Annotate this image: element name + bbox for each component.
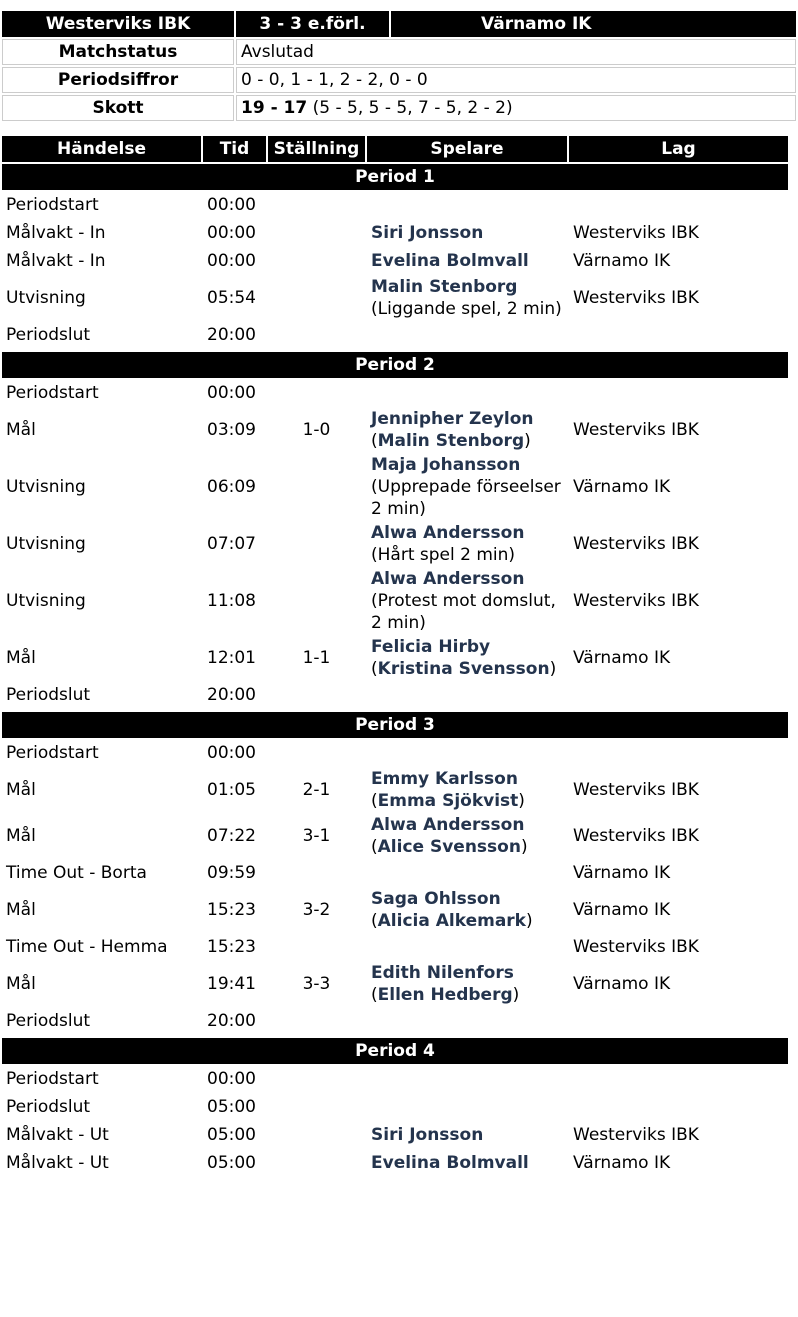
penalty-detail: (Hårt spel 2 min) — [371, 545, 516, 565]
shots-row — [2, 95, 796, 121]
event-type: Time Out - Borta — [6, 863, 147, 883]
event-time: 05:00 — [207, 1097, 256, 1117]
event-type: Periodslut — [6, 325, 91, 345]
event-row — [2, 408, 788, 452]
event-score — [268, 380, 365, 406]
event-row — [2, 1066, 788, 1092]
event-row — [2, 962, 788, 1006]
event-row — [2, 636, 788, 680]
event-time: 05:00 — [207, 1153, 256, 1173]
column-time: Tid — [203, 136, 266, 162]
event-type: Periodslut — [6, 685, 91, 705]
player-link[interactable]: Maja Johansson — [371, 455, 521, 475]
event-time: 01:05 — [207, 780, 256, 800]
period-scores-row — [2, 67, 796, 93]
event-team — [569, 740, 788, 766]
match-summary-table — [0, 9, 798, 123]
event-type: Målvakt - In — [6, 251, 106, 271]
event-type: Målvakt - Ut — [6, 1125, 109, 1145]
event-team — [569, 682, 788, 708]
event-score — [268, 276, 365, 320]
assist-player-link[interactable]: Malin Stenborg — [377, 431, 525, 451]
event-time: 20:00 — [207, 325, 256, 345]
event-row — [2, 322, 788, 348]
event-type: Periodslut — [6, 1011, 91, 1031]
event-player-cell — [367, 1094, 567, 1120]
event-time: 15:23 — [207, 937, 256, 957]
event-player-cell — [367, 248, 567, 274]
event-player-cell — [367, 682, 567, 708]
event-time: 11:08 — [207, 591, 256, 611]
event-type: Mål — [6, 420, 36, 440]
player-link[interactable]: Felicia Hirby — [371, 637, 491, 657]
event-team: Värnamo IK — [573, 1153, 671, 1173]
away-team-name: Värnamo IK — [391, 11, 796, 37]
event-type: Periodstart — [6, 743, 99, 763]
event-team: Värnamo IK — [573, 974, 671, 994]
event-row — [2, 740, 788, 766]
event-row — [2, 682, 788, 708]
event-score — [268, 192, 365, 218]
event-time: 00:00 — [207, 1069, 256, 1089]
event-time: 20:00 — [207, 1011, 256, 1031]
event-team: Westerviks IBK — [573, 288, 699, 308]
event-row — [2, 768, 788, 812]
player-link[interactable]: Alwa Andersson — [371, 569, 525, 589]
event-type: Periodstart — [6, 195, 99, 215]
match-status-row — [2, 39, 796, 65]
event-type: Mål — [6, 900, 36, 920]
event-player-cell: Edith Nilenfors (Ellen Hedberg) — [371, 963, 520, 1005]
shots-label: Skott — [2, 95, 234, 121]
event-row — [2, 860, 788, 886]
event-row — [2, 888, 788, 932]
period-header-row — [2, 352, 788, 378]
event-score — [268, 934, 365, 960]
event-type: Periodstart — [6, 1069, 99, 1089]
event-type: Time Out - Hemma — [6, 937, 168, 957]
event-score — [268, 1008, 365, 1034]
event-score — [268, 322, 365, 348]
event-team: Westerviks IBK — [573, 420, 699, 440]
event-type: Målvakt - Ut — [6, 1153, 109, 1173]
event-type: Mål — [6, 780, 36, 800]
event-player-cell — [367, 522, 567, 566]
event-row — [2, 568, 788, 634]
player-link[interactable]: Evelina Bolmvall — [371, 1153, 529, 1173]
event-player-cell: Emmy Karlsson (Emma Sjökvist) — [371, 769, 525, 811]
event-row — [2, 1122, 788, 1148]
period-scores-value: 0 - 0, 1 - 1, 2 - 2, 0 - 0 — [236, 67, 796, 93]
penalty-detail: (Protest mot domslut, 2 min) — [371, 591, 556, 633]
event-time: 03:09 — [207, 420, 256, 440]
event-team — [569, 1094, 788, 1120]
event-time: 15:23 — [207, 900, 256, 920]
penalty-detail: (Upprepade förseelser 2 min) — [371, 477, 561, 519]
event-score: 2-1 — [302, 780, 331, 800]
event-type: Periodstart — [6, 383, 99, 403]
player-link[interactable]: Evelina Bolmvall — [371, 251, 529, 271]
event-player-cell — [367, 380, 567, 406]
event-team: Westerviks IBK — [573, 826, 699, 846]
event-team: Värnamo IK — [573, 251, 671, 271]
period-header-row — [2, 164, 788, 190]
assist-player-link[interactable]: Kristina Svensson — [377, 659, 550, 679]
player-link[interactable]: Saga Ohlsson — [371, 889, 501, 909]
event-team — [569, 1066, 788, 1092]
match-result: 3 - 3 e.förl. — [236, 11, 389, 37]
period-title: Period 3 — [2, 712, 788, 738]
match-header-row — [2, 11, 796, 37]
event-score — [268, 740, 365, 766]
event-type: Utvisning — [6, 288, 86, 308]
event-score: 1-0 — [302, 420, 331, 440]
event-score: 3-2 — [302, 900, 331, 920]
event-type: Målvakt - In — [6, 223, 106, 243]
events-header-row — [2, 136, 788, 162]
event-team: Westerviks IBK — [573, 780, 699, 800]
event-team — [569, 322, 788, 348]
event-player-cell — [367, 1008, 567, 1034]
event-player-cell: Felicia Hirby (Kristina Svensson) — [371, 637, 557, 679]
period-header-row — [2, 712, 788, 738]
shots-total: 19 - 17 — [241, 98, 308, 118]
event-type: Mål — [6, 974, 36, 994]
column-score: Ställning — [268, 136, 365, 162]
event-time: 00:00 — [207, 743, 256, 763]
player-link[interactable]: Siri Jonsson — [371, 223, 484, 243]
event-time: 20:00 — [207, 685, 256, 705]
event-team — [569, 380, 788, 406]
event-score — [268, 454, 365, 520]
shots-by-period: (5 - 5, 5 - 5, 7 - 5, 2 - 2) — [307, 98, 513, 118]
event-player-cell — [367, 220, 567, 246]
event-team: Värnamo IK — [573, 477, 671, 497]
event-row — [2, 934, 788, 960]
event-player-cell — [367, 192, 567, 218]
event-time: 12:01 — [207, 648, 256, 668]
event-time: 07:07 — [207, 534, 256, 554]
event-row — [2, 814, 788, 858]
event-team: Westerviks IBK — [573, 223, 699, 243]
event-team — [569, 192, 788, 218]
event-score — [268, 1094, 365, 1120]
period-title: Period 4 — [2, 1038, 788, 1064]
event-team — [569, 1008, 788, 1034]
event-team: Westerviks IBK — [573, 937, 699, 957]
event-time: 00:00 — [207, 251, 256, 271]
event-score: 1-1 — [302, 648, 331, 668]
event-row — [2, 248, 788, 274]
player-link[interactable]: Edith Nilenfors — [371, 963, 514, 983]
event-type: Utvisning — [6, 534, 86, 554]
event-team: Värnamo IK — [573, 863, 671, 883]
event-player-cell: Saga Ohlsson (Alicia Alkemark) — [371, 889, 533, 931]
column-player: Spelare — [367, 136, 567, 162]
column-event: Händelse — [2, 136, 201, 162]
event-score — [268, 568, 365, 634]
event-score — [268, 248, 365, 274]
event-player-cell: Jennipher Zeylon (Malin Stenborg) — [371, 409, 534, 451]
event-score — [268, 1122, 365, 1148]
period-scores-label: Periodsiffror — [2, 67, 234, 93]
event-row — [2, 1008, 788, 1034]
event-player-cell — [367, 454, 567, 520]
event-time: 05:00 — [207, 1125, 256, 1145]
assist-player-link[interactable]: Emma Sjökvist — [377, 791, 519, 811]
event-player-cell — [367, 276, 567, 320]
event-team: Westerviks IBK — [573, 1125, 699, 1145]
assist-player-link[interactable]: Ellen Hedberg — [377, 985, 513, 1005]
player-link[interactable]: Alwa Andersson — [371, 815, 525, 835]
event-type: Utvisning — [6, 591, 86, 611]
event-score — [268, 682, 365, 708]
event-team: Westerviks IBK — [573, 591, 699, 611]
event-score — [268, 522, 365, 566]
event-score — [268, 1150, 365, 1176]
event-team: Värnamo IK — [573, 900, 671, 920]
event-player-cell — [367, 1122, 567, 1148]
column-team: Lag — [569, 136, 788, 162]
event-team: Värnamo IK — [573, 648, 671, 668]
event-score — [268, 860, 365, 886]
event-row — [2, 276, 788, 320]
event-player-cell — [367, 568, 567, 634]
event-time: 06:09 — [207, 477, 256, 497]
player-link[interactable]: Jennipher Zeylon — [371, 409, 534, 429]
event-row — [2, 1150, 788, 1176]
event-type: Utvisning — [6, 477, 86, 497]
event-time: 00:00 — [207, 195, 256, 215]
player-link[interactable]: Malin Stenborg — [371, 277, 518, 297]
event-time: 00:00 — [207, 223, 256, 243]
event-score — [268, 1066, 365, 1092]
player-link[interactable]: Emmy Karlsson — [371, 769, 518, 789]
event-player-cell — [367, 934, 567, 960]
event-type: Mål — [6, 648, 36, 668]
event-time: 19:41 — [207, 974, 256, 994]
event-team: Westerviks IBK — [573, 534, 699, 554]
player-link[interactable]: Siri Jonsson — [371, 1125, 484, 1145]
event-score: 3-1 — [302, 826, 331, 846]
event-player-cell — [367, 1066, 567, 1092]
event-row — [2, 454, 788, 520]
event-player-cell — [367, 322, 567, 348]
period-header-row — [2, 1038, 788, 1064]
event-player-cell — [367, 860, 567, 886]
assist-player-link[interactable]: Alice Svensson — [377, 837, 521, 857]
event-row — [2, 1094, 788, 1120]
event-player-cell — [367, 740, 567, 766]
event-row — [2, 380, 788, 406]
period-title: Period 1 — [2, 164, 788, 190]
player-link[interactable]: Alwa Andersson — [371, 523, 525, 543]
event-type: Mål — [6, 826, 36, 846]
events-table — [0, 134, 790, 1180]
shots-value — [236, 95, 796, 121]
match-status-label: Matchstatus — [2, 39, 234, 65]
period-title: Period 2 — [2, 352, 788, 378]
event-player-cell: Alwa Andersson (Alice Svensson) — [371, 815, 528, 857]
event-score — [268, 220, 365, 246]
match-status-value: Avslutad — [236, 39, 796, 65]
event-time: 05:54 — [207, 288, 256, 308]
event-time: 09:59 — [207, 863, 256, 883]
event-score: 3-3 — [302, 974, 331, 994]
event-time: 00:00 — [207, 383, 256, 403]
assist-player-link[interactable]: Alicia Alkemark — [377, 911, 526, 931]
event-row — [2, 220, 788, 246]
penalty-detail: (Liggande spel, 2 min) — [371, 299, 562, 319]
home-team-name: Westerviks IBK — [2, 11, 234, 37]
event-row — [2, 192, 788, 218]
event-row — [2, 522, 788, 566]
event-player-cell — [367, 1150, 567, 1176]
event-time: 07:22 — [207, 826, 256, 846]
event-type: Periodslut — [6, 1097, 91, 1117]
events-body — [2, 164, 788, 1178]
